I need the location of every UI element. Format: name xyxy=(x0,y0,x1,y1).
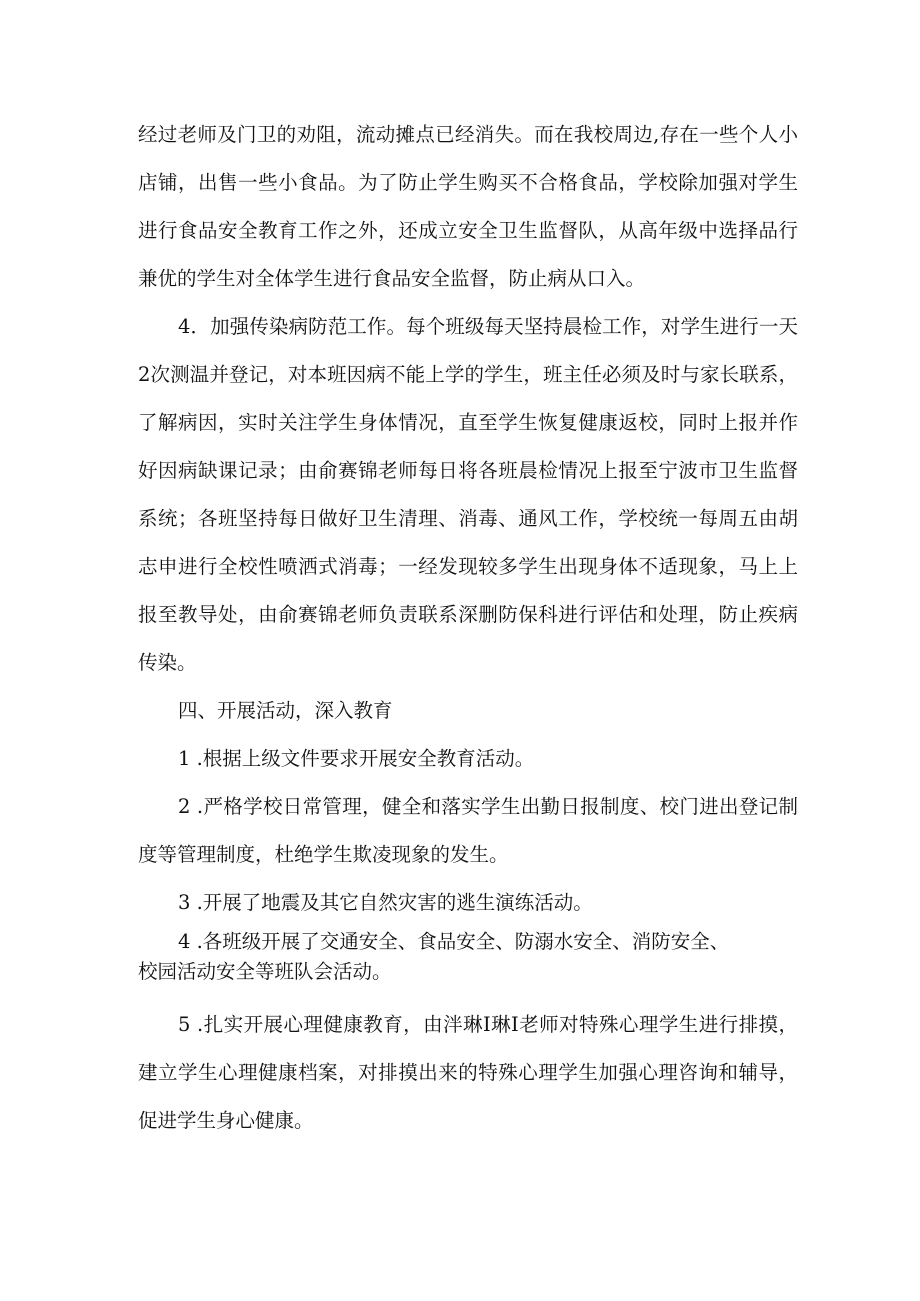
list-item-5: 5 .扎实开展心理健康教育，由泮琳I琳I老师对特殊心理学生进行排摸，建立学生心理健康档案，对排摸出来的特殊心理学生加强心理咨询和辅导，促进学生身心健康。 xyxy=(138,1013,798,1132)
paragraph-vendor-supervision: 经过老师及门卫的劝阻，流动摊点已经消失。而在我校周边,存在一些个人小店铺，出售一些小食品。为了防止学生购买不合格食品，学校除加强对学生进行食品安全教育工作之外，还成立安全卫生监督队，从高年级中选择品行兼优的学生对全体学生进行食品安全监督，防止病从口入。 xyxy=(138,123,798,290)
paragraph-disease-prevention: 4．加强传染病防范工作。每个班级每天坚持晨检工作，对学生进行一天2次测温并登记，对本班因病不能上学的学生，班主任必须及时与家长联系，了解病因，实时关注学生身体情况，直至学生恢复健康返校，同时上报并作好因病缺课记录；由俞赛锦老师每日将各班晨检情况上报至宁波市卫生监督系统；各班坚持每日做好卫生清理、消毒、通风工作，学校统一每周五由胡志申进行全校性喷洒式消毒；一经发现较多学生出现身体不适现象，马上上报至教导处，由俞赛锦老师负责联系深删防保科进行评估和处理，防止疾病传染。 xyxy=(138,315,798,674)
list-item-3: 3 .开展了地震及其它自然灾害的逃生演练活动。 xyxy=(178,891,593,914)
list-item-4: 4 .各班级开展了交通安全、食品安全、防溺水安全、消防安全、 校园活动安全等班队会活动。 xyxy=(138,930,730,983)
list-item-1: 1 .根据上级文件要求开展安全教育活动。 xyxy=(178,747,535,770)
section-heading-activities: 四、开展活动，深入教育 xyxy=(178,699,393,722)
list-item-2: 2 .严格学校日常管理，健全和落实学生出勤日报制度、校门进出登记制度等管理制度，杜绝学生欺凌现象的发生。 xyxy=(138,795,798,866)
